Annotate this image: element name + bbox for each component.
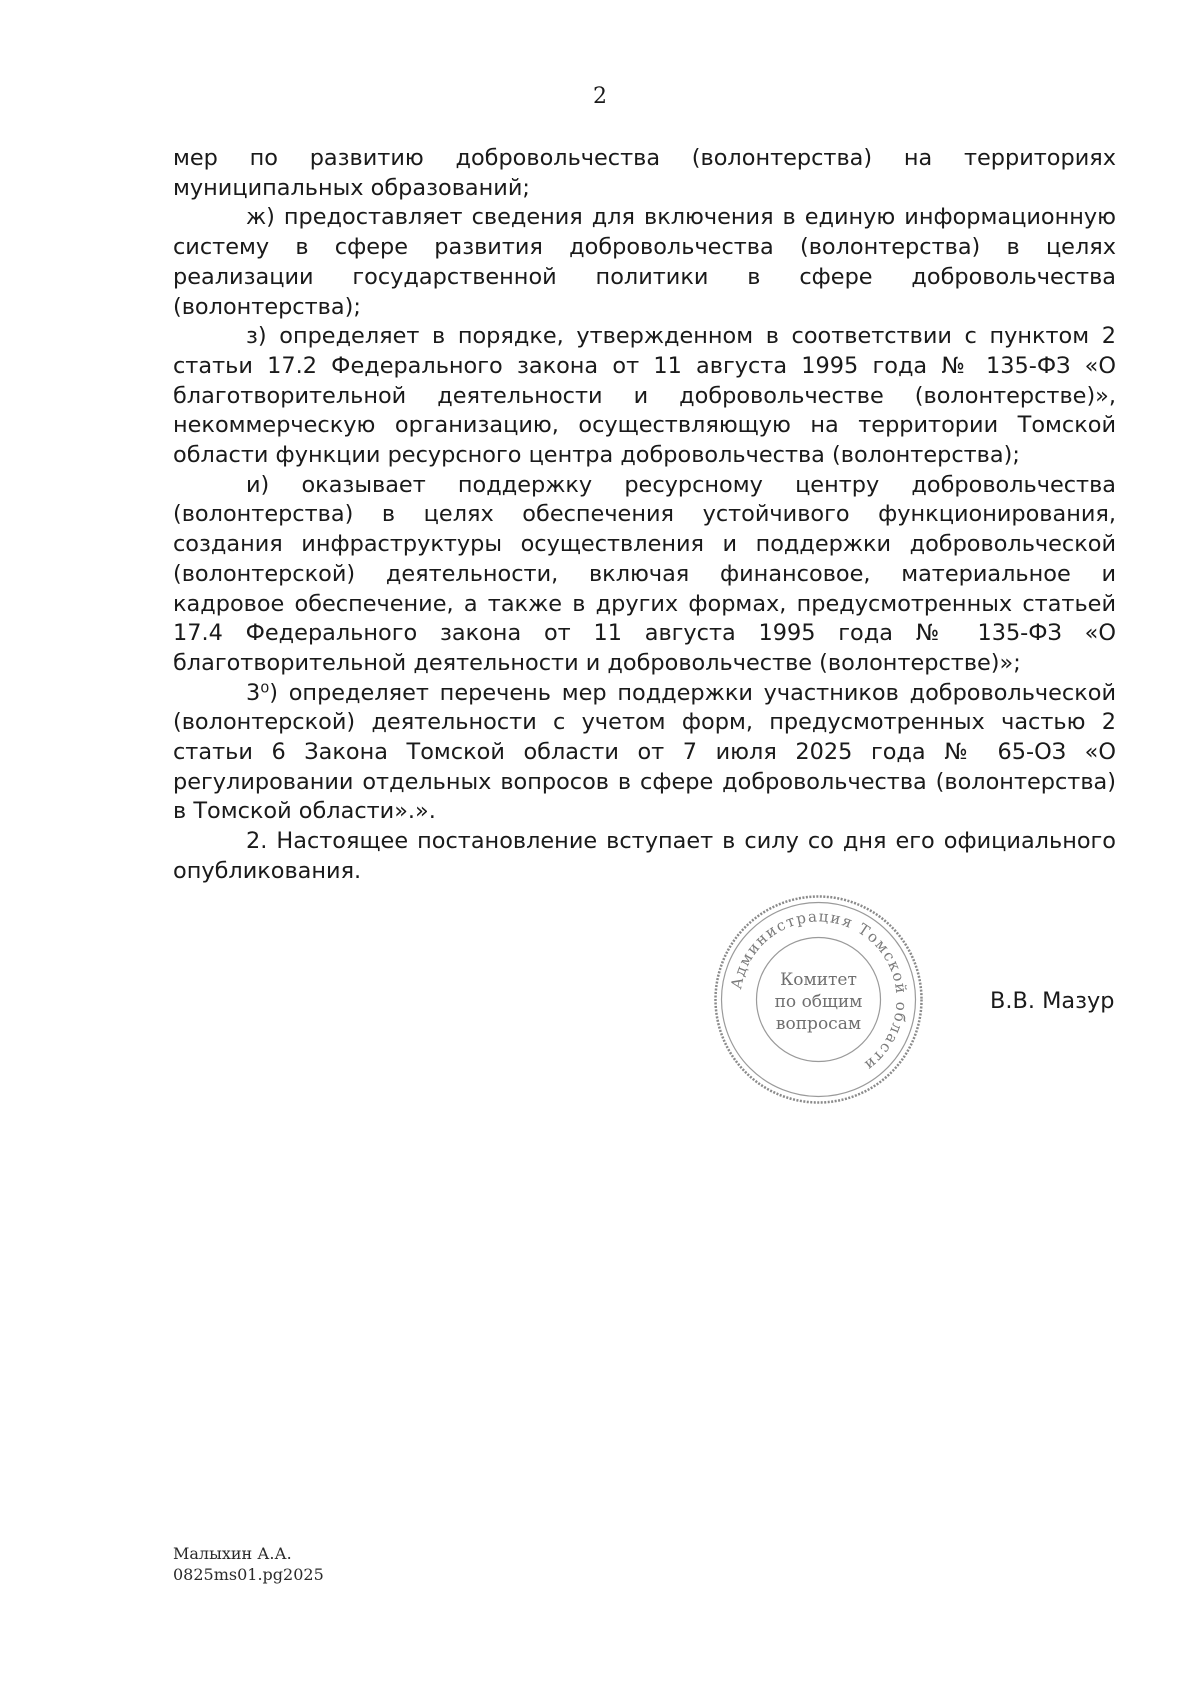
executor-block: [173, 1543, 324, 1585]
paragraph-item-30: 3⁰) определяет перечень мер поддержки участников добровольческой (волонтерской) деятельности с учетом форм, предусмотренных частью 2 статьи 6 Закона Томской области от 7 июля 2025 года № 65-ОЗ «О регулировании отдельных вопросов в сфере добровольчества (волонтерства) в Томской области».».: [173, 679, 1116, 825]
paragraph-continuation: мер по развитию добровольчества (волонтерства) на территориях муниципальных образований;: [173, 145, 1116, 201]
stamp-center-line-1: Комитет: [780, 970, 857, 990]
document-code: 0825ms01.pg2025: [173, 1565, 324, 1584]
paragraph-item-z: з) определяет в порядке, утвержденном в соответствии с пунктом 2 статьи 17.2 Федерального закона от 11 августа 1995 года № 135-ФЗ «О благотворительной деятельности и добровольчестве (волонтерстве)», некоммерческую организацию, осуществляющую на территории Томской области функции ресурсного центра добровольчества (волонтерства);: [173, 323, 1116, 469]
document-body: [173, 144, 1116, 887]
executor-name: Малыхин А.А.: [173, 1544, 292, 1563]
stamp-seal-icon: [712, 893, 925, 1106]
signatory-name: В.В. Мазур: [990, 988, 1115, 1014]
paragraph-item-zh: ж) предоставляет сведения для включения в единую информационную систему в сфере развития добровольчества (волонтерства) в целях реализации государственной политики в сфере добровольчества (волонтерства);: [173, 204, 1116, 320]
official-stamp: [712, 893, 925, 1106]
page-number: 2: [593, 84, 607, 109]
stamp-center-line-2: по общим: [774, 992, 863, 1012]
stamp-ring-text: Администрация Томской области: [727, 907, 911, 1076]
paragraph-effective-date: 2. Настоящее постановление вступает в силу со дня его официального опубликования.: [173, 828, 1116, 884]
stamp-center-line-3: вопросам: [775, 1014, 862, 1034]
paragraph-item-i: и) оказывает поддержку ресурсному центру добровольчества (волонтерства) в целях обеспечения устойчивого функционирования, создания инфраструктуры осуществления и поддержки добровольческой (волонтерской) деятельности, включая финансовое, материальное и кадровое обеспечение, а также в других формах, предусмотренных статьей 17.4 Федерального закона от 11 августа 1995 года № 135-ФЗ «О благотворительной деятельности и добровольчестве (волонтерстве)»;: [173, 471, 1116, 676]
